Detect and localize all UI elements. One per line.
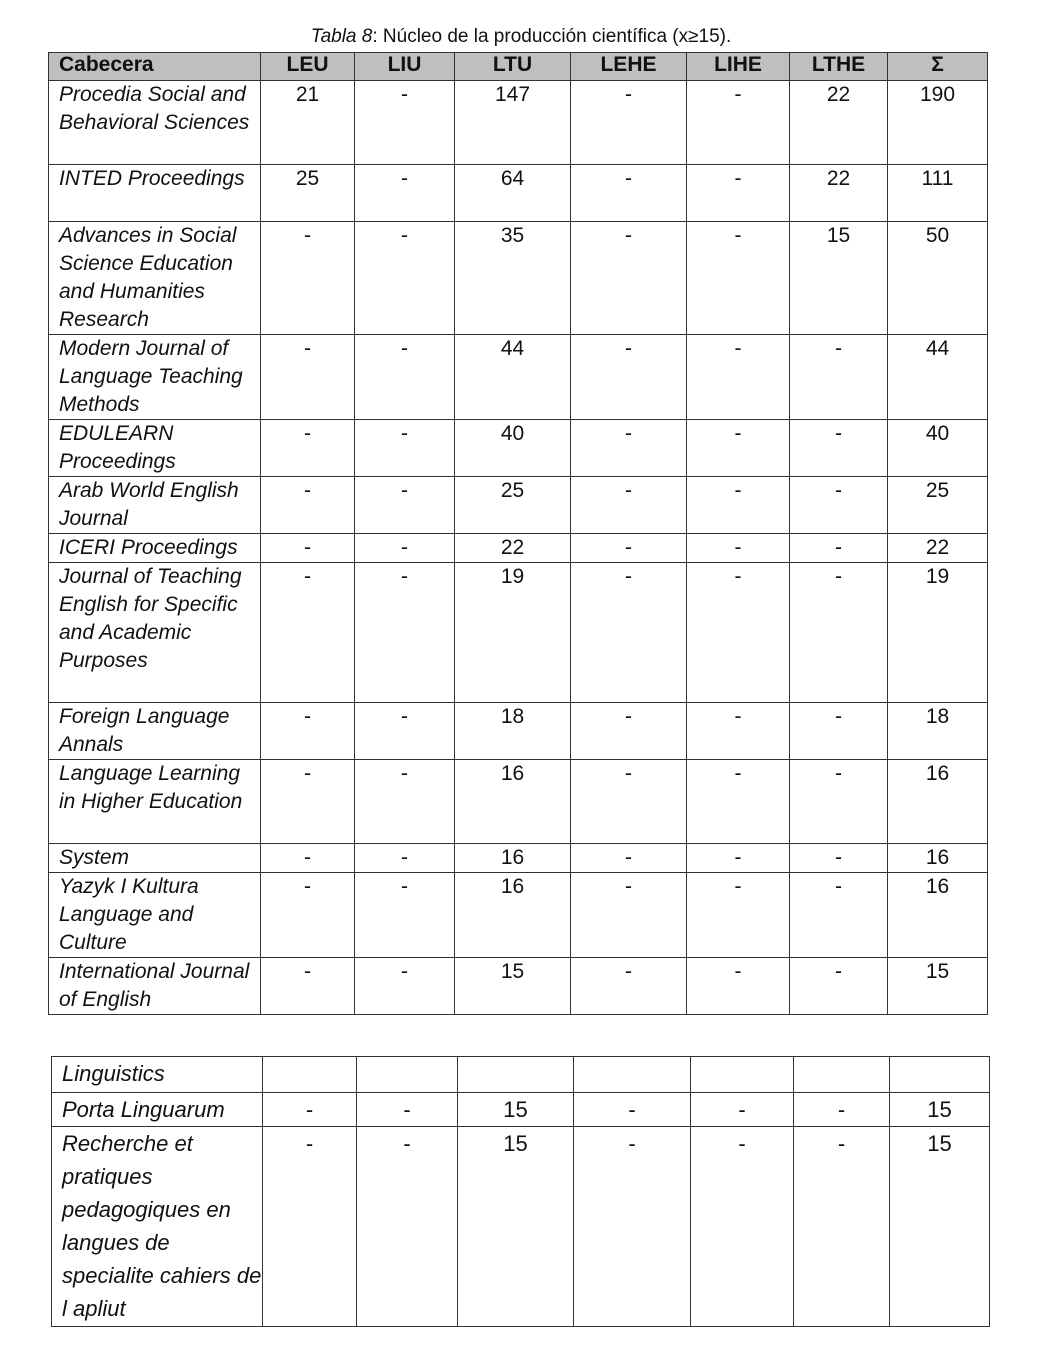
table-row	[49, 222, 988, 335]
table-cell: -	[790, 873, 888, 958]
caption-prefix: Tabla 8	[310, 26, 373, 47]
table-row	[49, 477, 988, 534]
table-cell: -	[687, 534, 790, 563]
table-cell: -	[691, 1093, 794, 1127]
row-name: Yazyk I Kultura Language and Culture	[49, 873, 261, 958]
table-cell: -	[687, 703, 790, 760]
table-cell: -	[790, 534, 888, 563]
row-name: Language Learning in Higher Education	[49, 760, 261, 844]
table-row	[49, 958, 988, 1015]
table-cell: 15	[455, 958, 571, 1015]
table-cell: 15	[790, 222, 888, 335]
data-table	[48, 52, 988, 1015]
col-header-ltu: LTU	[455, 53, 571, 81]
table-cell: -	[261, 420, 355, 477]
table-cell: -	[687, 81, 790, 165]
table-cell: 16	[455, 844, 571, 873]
data-table-continued	[51, 1056, 990, 1327]
row-name: Modern Journal of Language Teaching Methods	[49, 335, 261, 420]
table-cell: -	[790, 760, 888, 844]
table-cell: -	[571, 958, 687, 1015]
table-cell: 44	[455, 335, 571, 420]
row-name: Arab World English Journal	[49, 477, 261, 534]
table-cell: -	[571, 81, 687, 165]
row-name: Journal of Teaching English for Specific and Academic Purposes	[49, 563, 261, 703]
row-name: Recherche et pratiques pedagogiques en langues de specialite cahiers de l apliut	[52, 1127, 263, 1327]
table-cell: 64	[455, 165, 571, 222]
table-cell: 25	[261, 165, 355, 222]
table-cell: -	[263, 1127, 357, 1327]
table-cell: 147	[455, 81, 571, 165]
table-row	[49, 873, 988, 958]
table-cell: -	[790, 420, 888, 477]
table-cell: 50	[888, 222, 988, 335]
table-cell: -	[571, 477, 687, 534]
row-name: International Journal of English	[49, 958, 261, 1015]
table-cell	[574, 1057, 691, 1093]
table-cell: -	[261, 534, 355, 563]
table-cell: -	[571, 534, 687, 563]
table-cell: -	[687, 477, 790, 534]
row-name: ICERI Proceedings	[49, 534, 261, 563]
row-name: Advances in Social Science Education and Humanities Research	[49, 222, 261, 335]
table-row	[52, 1127, 990, 1327]
table-cell: -	[355, 534, 455, 563]
table-row	[49, 335, 988, 420]
table-cell: -	[355, 165, 455, 222]
table-cell: -	[571, 873, 687, 958]
table-cell: -	[261, 760, 355, 844]
table-cell: -	[571, 844, 687, 873]
row-name: INTED Proceedings	[49, 165, 261, 222]
table-row	[49, 760, 988, 844]
row-name: Procedia Social and Behavioral Sciences	[49, 81, 261, 165]
col-header-lthe: LTHE	[790, 53, 888, 81]
table-cell: 15	[458, 1093, 574, 1127]
table-cell	[890, 1057, 990, 1093]
table-cell: 190	[888, 81, 988, 165]
row-name: Linguistics	[52, 1057, 263, 1093]
table-cell: 40	[888, 420, 988, 477]
table-cell: -	[687, 222, 790, 335]
table-cell: 111	[888, 165, 988, 222]
header-row	[49, 53, 988, 81]
table-cell	[458, 1057, 574, 1093]
table-cell: -	[355, 703, 455, 760]
table-cell: -	[790, 335, 888, 420]
table-cell	[263, 1057, 357, 1093]
table-cell: -	[687, 420, 790, 477]
table-cell: 21	[261, 81, 355, 165]
table-cell	[691, 1057, 794, 1093]
table-row	[49, 534, 988, 563]
table-cell: -	[261, 844, 355, 873]
row-name: EDULEARN Proceedings	[49, 420, 261, 477]
table-cell: -	[261, 477, 355, 534]
row-name: Porta Linguarum	[52, 1093, 263, 1127]
table-cell: -	[790, 703, 888, 760]
table-cell: -	[790, 477, 888, 534]
table-cell: -	[261, 335, 355, 420]
table-cell: 18	[888, 703, 988, 760]
table-cell: -	[687, 760, 790, 844]
table-caption	[0, 26, 1042, 48]
table-cell: -	[355, 222, 455, 335]
table-cell: -	[790, 958, 888, 1015]
table-cell	[794, 1057, 890, 1093]
table-row	[49, 844, 988, 873]
table-cell: -	[574, 1093, 691, 1127]
table-cell: -	[571, 222, 687, 335]
table-cell: -	[355, 81, 455, 165]
table-row	[49, 703, 988, 760]
table-cell: -	[261, 873, 355, 958]
table-cell: -	[687, 873, 790, 958]
table-cell: -	[355, 477, 455, 534]
caption-text: : Núcleo de la producción científica (x≥15).	[372, 26, 732, 47]
table-cell: -	[355, 873, 455, 958]
table-cell: -	[355, 958, 455, 1015]
table-cell: 15	[458, 1127, 574, 1327]
table-row	[49, 81, 988, 165]
table-cell: -	[571, 335, 687, 420]
table-cell: 16	[888, 873, 988, 958]
table-row	[49, 563, 988, 703]
table-cell: -	[794, 1093, 890, 1127]
row-name: System	[49, 844, 261, 873]
table-cell: -	[355, 760, 455, 844]
table-cell: 22	[790, 81, 888, 165]
table-cell: 16	[455, 873, 571, 958]
table-cell: 22	[790, 165, 888, 222]
table-cell: 40	[455, 420, 571, 477]
table-cell: 22	[888, 534, 988, 563]
table-cell: -	[571, 760, 687, 844]
table-cell: -	[687, 958, 790, 1015]
table-cell: -	[794, 1127, 890, 1327]
table-cell: -	[357, 1093, 458, 1127]
table-cell: -	[261, 703, 355, 760]
table-cell: -	[261, 563, 355, 703]
table-cell: -	[790, 844, 888, 873]
col-header-cabecera: Cabecera	[49, 53, 261, 81]
table-cell: -	[263, 1093, 357, 1127]
table-cell: -	[790, 563, 888, 703]
table-cell: 18	[455, 703, 571, 760]
table-cell: -	[355, 420, 455, 477]
col-header-lehe: LEHE	[571, 53, 687, 81]
table-cell: -	[574, 1127, 691, 1327]
col-header-sum: Σ	[888, 53, 988, 81]
table-cell: -	[261, 222, 355, 335]
table-cell: -	[571, 165, 687, 222]
table-cell: -	[687, 335, 790, 420]
table-cell: -	[355, 335, 455, 420]
table-cell: 19	[455, 563, 571, 703]
table-row	[52, 1057, 990, 1093]
table-cell: -	[687, 563, 790, 703]
table-cell: -	[687, 165, 790, 222]
table-cell: -	[687, 844, 790, 873]
table-cell: 25	[455, 477, 571, 534]
table-cell: 25	[888, 477, 988, 534]
table-cell: 16	[888, 760, 988, 844]
table-cell: 16	[888, 844, 988, 873]
table-cell: 16	[455, 760, 571, 844]
table-cell: -	[571, 420, 687, 477]
table-cell: 15	[888, 958, 988, 1015]
table-cell: 35	[455, 222, 571, 335]
table-cell: -	[261, 958, 355, 1015]
table-cell: -	[571, 563, 687, 703]
table-cell: 22	[455, 534, 571, 563]
table-cell: 15	[890, 1093, 990, 1127]
table-cell: -	[571, 703, 687, 760]
table-cell: -	[691, 1127, 794, 1327]
table-cell: 15	[890, 1127, 990, 1327]
col-header-lihe: LIHE	[687, 53, 790, 81]
table-cell: 44	[888, 335, 988, 420]
row-name: Foreign Language Annals	[49, 703, 261, 760]
table-row	[52, 1093, 990, 1127]
table-row	[49, 165, 988, 222]
table-cell: -	[355, 844, 455, 873]
table-cell	[357, 1057, 458, 1093]
table-cell: 19	[888, 563, 988, 703]
col-header-liu: LIU	[355, 53, 455, 81]
table-cell: -	[355, 563, 455, 703]
table-cell: -	[357, 1127, 458, 1327]
col-header-leu: LEU	[261, 53, 355, 81]
table-row	[49, 420, 988, 477]
